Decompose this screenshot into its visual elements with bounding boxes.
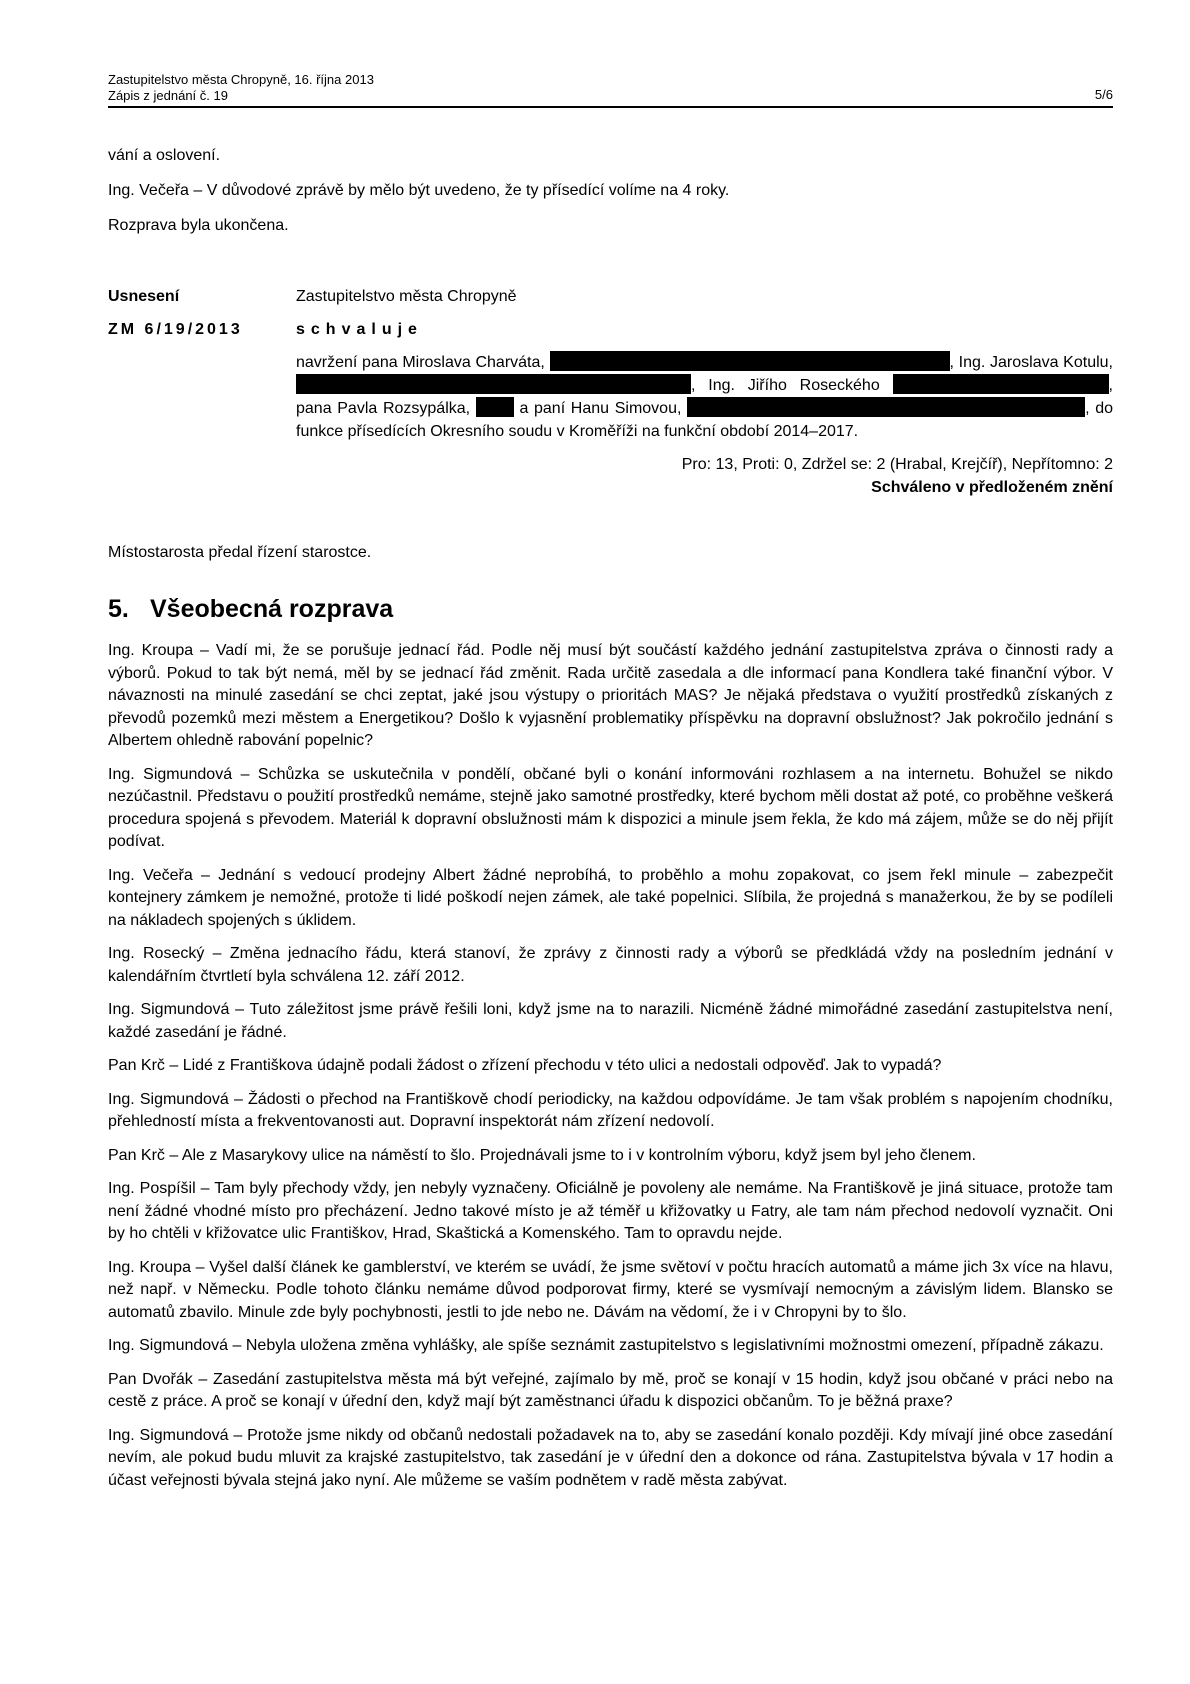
resolution-text-part: , Ing. Jiřího Roseckého: [691, 377, 880, 394]
discussion-paragraph: Ing. Sigmundová – Protože jsme nikdy od občanů nedostali požadavek na to, aby se zasedání konalo později. Kdy mívají jiné obce zasedání nevím, ale pokud budu mluvit za krajské zastupitelstvo, tak zasedání je v úřední den a dokonce od rána. Zastupitelstva bývala v 17 hodin a účast veřejnosti bývala stejná jako nyní. Ale můžeme se vaším podnětem v radě města zabývat.: [108, 1426, 1113, 1489]
discussion-paragraph: Ing. Sigmundová – Tuto záležitost jsme právě řešili loni, když jsme na to narazili. Nicméně žádné mimořádné zasedání zastupitelstva není, každé zasedání je řádné.: [108, 1001, 1113, 1041]
discussion-paragraph: Pan Krč – Lidé z Františkova údajně podali žádost o zřízení přechodu v této ulici a nedostali odpověď. Jak to vypadá?: [108, 1057, 942, 1074]
resolution-body-name: Zastupitelstvo města Chropyně: [296, 288, 517, 305]
handover-paragraph: Místostarosta předal řízení starostce.: [108, 544, 372, 561]
header-meeting-title: Zastupitelstvo města Chropyně, 16. října 2013: [108, 72, 374, 87]
page-number: 5/6: [1094, 87, 1113, 102]
redaction-bar: [893, 374, 1109, 394]
intro-paragraph: Ing. Večeřa – V důvodové zprávě by mělo být uvedeno, že ty přísedící volíme na 4 roky.: [108, 182, 730, 199]
section-number: 5.: [108, 595, 129, 623]
approval-status: Schváleno v předloženém znění: [871, 479, 1113, 496]
redaction-bar: [550, 351, 950, 371]
discussion-paragraph: Ing. Pospíšil – Tam byly přechody vždy, jen nebyly vyznačeny. Oficiálně je povoleny ale nemáme. Na Františkově je jiná situace, protože tam není žádné vhodné místo pro přecházení. Jedno takové místo je až téměř u křižovatky u Fatry, ale tam nám přechod nedovolí vyznačit. Oni by ho chtěli v křižovatce ulic Františkov, Hrad, Skaštická a Komenského. Tam to opravdu nejde.: [108, 1180, 1113, 1242]
redaction-bar: [296, 374, 691, 394]
resolution-block: [108, 285, 1113, 499]
redaction-bar: [687, 397, 1085, 417]
vote-count: Pro: 13, Proti: 0, Zdržel se: 2 (Hrabal, Krejčíř), Nepřítomno: 2: [681, 456, 1113, 473]
section-heading: [108, 594, 1113, 624]
resolution-text: [296, 351, 1113, 443]
discussion-paragraph: Ing. Sigmundová – Nebyla uložena změna vyhlášky, ale spíše seznámit zastupitelstvo s legislativními možnostmi omezení, případně zákazu.: [108, 1337, 1104, 1354]
page-header: [108, 72, 1113, 108]
resolution-text-part: navržení pana Miroslava Charváta,: [296, 354, 545, 371]
section-title: Všeobecná rozprava: [150, 595, 394, 623]
resolution-label: Usnesení: [108, 288, 180, 305]
intro-paragraph: Rozprava byla ukončena.: [108, 217, 289, 234]
resolution-text-part: a paní Hanu Simovou,: [519, 400, 682, 417]
discussion-paragraph: Ing. Sigmundová – Žádosti o přechod na Františkově chodí periodicky, na každou odpovídáme. Je tam však problém s napojením chodníku, přehledností místa a frekventovanosti aut. Dopravní inspektorát nám zřízení nedovolí.: [108, 1090, 1113, 1130]
discussion-paragraph: Ing. Večeřa – Jednání s vedoucí prodejny Albert žádné neprobíhá, to proběhlo a mohu zopakovat, co jsem řekl minule – zabezpečit kontejnery zámkem je nemožné, protože ti lidé poškodí nejen zámek, ale také popelnici. Slíbila, že projedná s manažerkou, že by se podíleli na nákladech spojených s úklidem.: [108, 866, 1113, 929]
discussion-paragraph: Ing. Kroupa – Vadí mi, že se porušuje jednací řád. Podle něj musí být součástí každého jednání zastupitelstva zpráva o činnosti rady a výborů. Pokud to tak být nemá, měl by se jednací řád změnit. Rada určitě zasedala a dle informací pana Kondlera také finanční výbor. V návaznosti na minulé zasedání se chci zeptat, jaké jsou výstupy o prioritách MAS? Je nějaká představa o využití prostředků získaných z převodů pozemků mezi městem a Energetikou? Došlo k vyjasnění problematiky příspěvku na dopravní obslužnost? Jak pokročilo jednání s Albertem ohledně rabování popelnic?: [108, 642, 1113, 749]
resolution-text-part: , do funkce přísedících Okresního soudu v Kroměříži na funkční období 2014–2017.: [296, 400, 1113, 440]
document-body: [108, 144, 1113, 1503]
resolution-text-part: , Ing. Jaroslava Kotulu,: [949, 354, 1113, 371]
discussion-paragraph: Pan Dvořák – Zasedání zastupitelstva města má být veřejné, zajímalo by mě, proč se konají v 15 hodin, když jsou občané v práci nebo na cestě z práce. A proč se konají v úřední den, když mají být zaměstnanci úřadu k dispozici občanům. To je běžná praxe?: [108, 1370, 1113, 1410]
header-minutes-number: Zápis z jednání č. 19: [108, 88, 228, 103]
discussion-paragraph: Ing. Kroupa – Vyšel další článek ke gamblerství, ve kterém se uvádí, že jsme světoví v počtu hracích automatů a máme jich 3x více na hlavu, než např. v Německu. Podle tohoto článku nemáme důvod podporovat firmy, které se vysmívají nemocným a závislým lidem. Blansko se automatů zbavilo. Minule zde byly pochybnosti, jestli to jde nebo ne. Dávám na vědomí, že i v Chropyni by to šlo.: [108, 1258, 1113, 1321]
resolution-text-part: , pana Pavla Rozsypálka,: [296, 377, 1113, 417]
vote-result: [108, 453, 1113, 499]
resolution-code: ZM 6/19/2013: [108, 321, 243, 338]
discussion-paragraph: Ing. Sigmundová – Schůzka se uskutečnila v pondělí, občané byli o konání informováni rozhlasem a na internetu. Bohužel se nikdo nezúčastnil. Představu o použití prostředků nemáme, stejně jako samotné prostředky, které bychom měli dostat až poté, co proběhne veškerá procedura spojená s převodem. Materiál k dopravní obslužnosti mám k dispozici a minule jsem řekla, že kdo má zájem, může se do něj přijít podívat.: [108, 765, 1113, 850]
discussion-paragraph: Pan Krč – Ale z Masarykovy ulice na náměstí to šlo. Projednávali jsme to i v kontrolním výboru, když jsem byl jeho členem.: [108, 1146, 976, 1164]
resolution-verb: schvaluje: [296, 321, 423, 338]
redaction-bar: [476, 397, 514, 417]
discussion-paragraph: Ing. Rosecký – Změna jednacího řádu, která stanoví, že zprávy z činnosti rady a výborů se předkládá vždy na posledním jednání v kalendářním čtvrtletí byla schválena 12. září 2012.: [108, 945, 1113, 985]
intro-paragraph: vání a oslovení.: [108, 147, 221, 164]
